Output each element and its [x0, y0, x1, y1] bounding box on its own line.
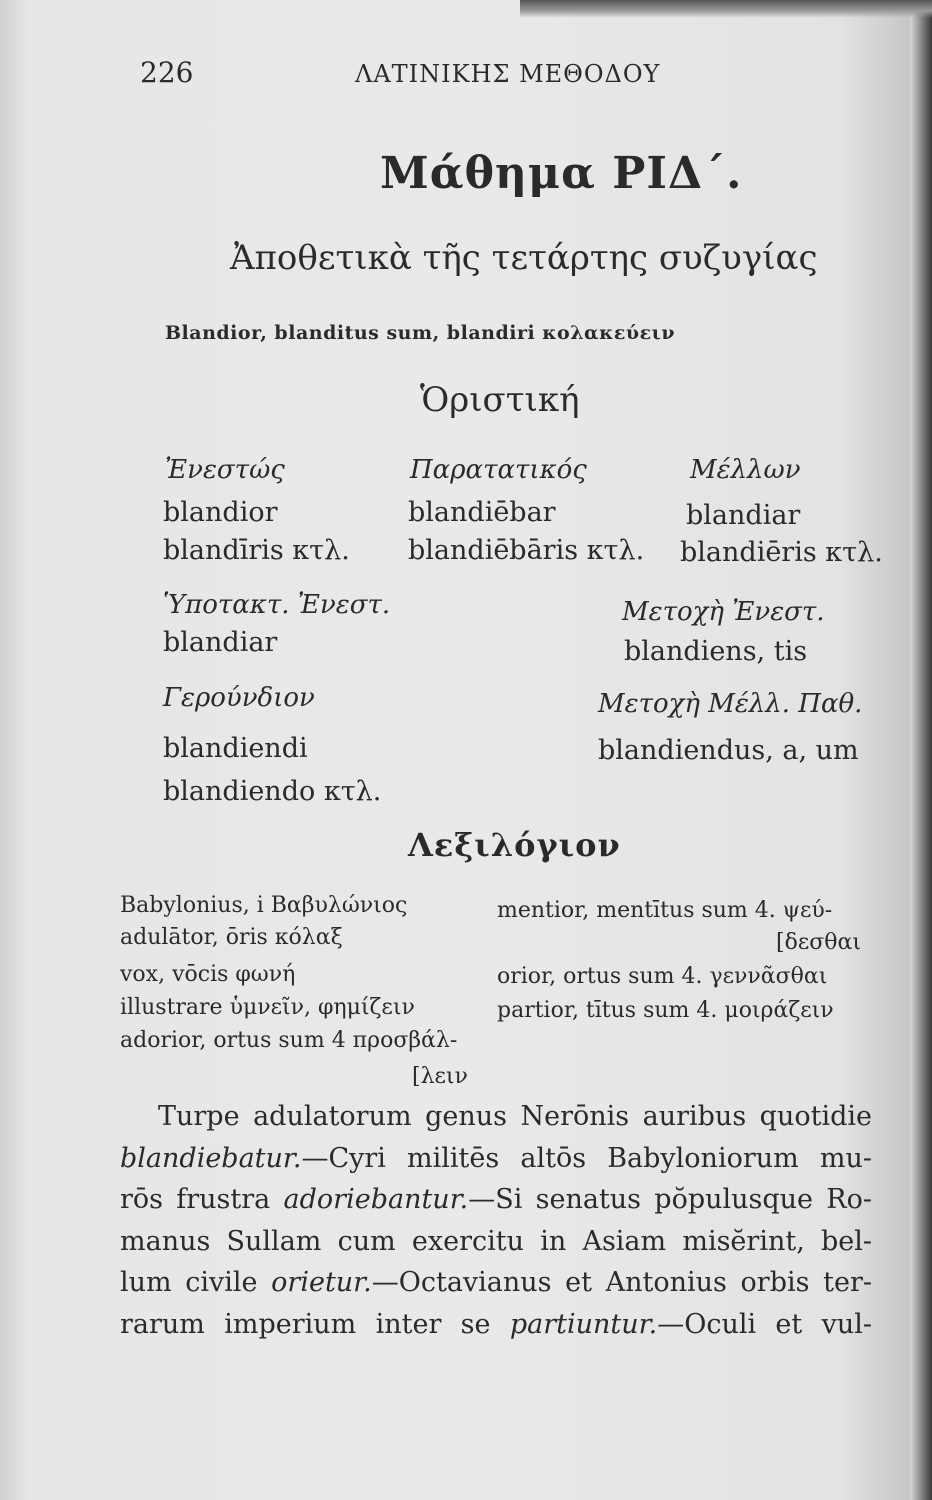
exercise-text: —Si senatus pŏpulusque Ro-	[468, 1184, 872, 1215]
vocab-left-2: adulātor, ōris κόλαξ	[120, 925, 343, 950]
exercise-text: —Oculi et vul-	[657, 1308, 872, 1340]
imperfect-2sg: blandiēbāris κτλ.	[408, 535, 645, 566]
exercise-paragraph	[120, 1096, 872, 1345]
mood-heading: Ὁριστική	[420, 380, 580, 420]
exercise-text: lum civile	[120, 1267, 272, 1298]
exercise-text: —Cyri militēs altōs Babyloniorum mu-	[301, 1142, 872, 1174]
vocab-right-3: orior, ortus sum 4. γεννᾶσθαι	[497, 964, 828, 989]
exercise-text: rōs frustra	[120, 1184, 284, 1215]
vocab-right-4: partior, tītus sum 4. μοιράζειν	[497, 998, 834, 1023]
vocab-left-6: [λειν	[412, 1064, 468, 1089]
page-number: 226	[140, 56, 194, 89]
vocab-left-1: Babylonius, i Βαβυλώνιος	[120, 893, 408, 918]
verb-example: adoriebantur.	[283, 1184, 469, 1215]
col-header-present: Ἐνεστώς	[165, 455, 285, 485]
lesson-title: Μάθημα ΡΙΔ΄.	[380, 148, 743, 199]
present-1sg: blandior	[163, 497, 278, 528]
future-1sg: blandiar	[686, 500, 801, 531]
lesson-subtitle: Ἀποθετικὰ τῆς τετάρτης συζυγίας	[230, 238, 818, 278]
verb-example: partiuntur.	[509, 1308, 658, 1340]
vocabulary-title: Λεξιλόγιον	[408, 826, 621, 864]
vocab-left-4: illustrare ὑμνεῖν, φημίζειν	[120, 995, 415, 1020]
top-edge-shadow	[520, 0, 932, 18]
principal-parts: Blandior, blanditus sum, blandiri κολακεύειν	[165, 322, 676, 344]
verb-example: orietur.	[271, 1267, 372, 1298]
col-header-imperfect: Παρατατικός	[410, 455, 587, 485]
participle-present-form: blandiens, tis	[624, 636, 808, 667]
exercise-line: Turpe adulatorum genus Nerōnis auribus quotidie	[158, 1101, 872, 1132]
exercise-text: rarum imperium inter se	[120, 1308, 510, 1340]
vocab-right-1: mentior, mentītus sum 4. ψεύ-	[497, 898, 833, 923]
present-2sg: blandīris κτλ.	[163, 535, 350, 566]
gerund-header: Γερούνδιον	[163, 683, 315, 713]
page-edge-shadow	[910, 0, 932, 1500]
exercise-line	[120, 1262, 872, 1304]
participle-present-header: Μετοχὴ Ἐνεστ.	[622, 597, 825, 627]
imperfect-1sg: blandiēbar	[408, 497, 556, 528]
exercise-line	[120, 1138, 872, 1180]
exercise-line	[120, 1304, 872, 1346]
participle-future-form: blandiendus, a, um	[598, 735, 859, 766]
subjunctive-header: Ὑποτακτ. Ἐνεστ.	[163, 590, 391, 620]
subjunctive-form: blandiar	[163, 627, 278, 658]
gerund-genitive: blandiendi	[163, 733, 308, 764]
vocab-left-3: vox, vōcis φωνή	[120, 962, 296, 987]
col-header-future: Μέλλων	[690, 455, 801, 485]
gerund-dative: blandiendo κτλ.	[163, 776, 382, 807]
future-2sg: blandiēris κτλ.	[680, 537, 883, 568]
exercise-line	[120, 1179, 872, 1221]
participle-future-header: Μετοχὴ Μέλλ. Παθ.	[598, 689, 863, 719]
vocab-right-2: [δεσθαι	[776, 930, 861, 955]
exercise-text: —Octavianus et Antonius orbis ter-	[371, 1267, 872, 1298]
verb-example: blandiebatur.	[120, 1142, 302, 1174]
running-title: ΛΑΤΙΝΙΚΗΣ ΜΕΘΟΔΟΥ	[355, 60, 661, 88]
vocab-left-5: adorior, ortus sum 4 προσβάλ-	[120, 1028, 458, 1053]
exercise-line: manus Sullam cum exercitu in Asiam misĕrint, bel-	[120, 1225, 872, 1257]
